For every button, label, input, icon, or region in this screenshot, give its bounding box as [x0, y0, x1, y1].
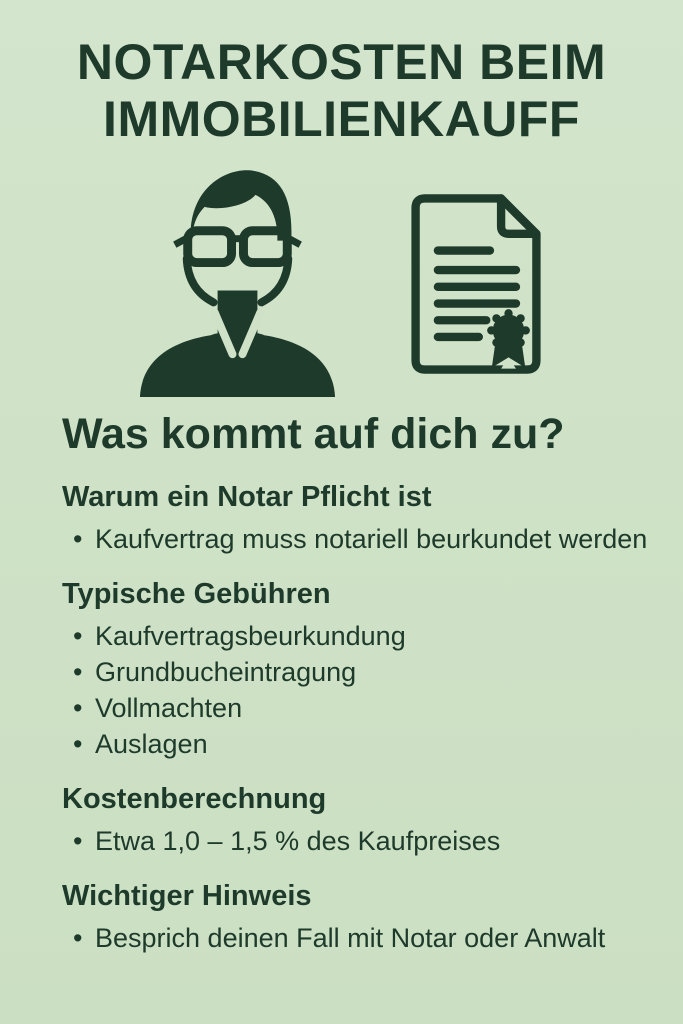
section-warum-notar — [62, 479, 655, 558]
bullet-list — [62, 522, 655, 558]
list-item: • Kaufvertrag muss notariell beurkundet werden — [62, 522, 655, 558]
bullet-list — [62, 824, 655, 860]
list-item: • Auslagen — [62, 727, 655, 763]
content-area — [0, 409, 683, 957]
list-item: • Grundbucheintragung — [62, 655, 655, 691]
intro-heading: Was kommt auf dich zu? — [62, 410, 565, 458]
page-title — [0, 0, 683, 147]
section-heading: Kostenberechnung — [62, 782, 327, 815]
contract-document-with-seal-icon — [397, 191, 555, 377]
section-heading: Typische Gebühren — [62, 577, 331, 610]
page-title-line-2: IMMOBILIENKAUFF — [103, 90, 580, 147]
bullet-list — [62, 619, 655, 763]
list-item: • Vollmachten — [62, 691, 655, 727]
list-item: • Etwa 1,0 – 1,5 % des Kaufpreises — [62, 824, 655, 860]
section-heading: Warum ein Notar Pflicht ist — [62, 480, 432, 513]
section-wichtiger-hinweis — [62, 878, 655, 957]
list-item: • Kaufvertragsbeurkundung — [62, 619, 655, 655]
list-item: • Besprich deinen Fall mit Notar oder Anwalt — [62, 921, 655, 957]
section-heading: Wichtiger Hinweis — [62, 879, 312, 912]
notary-person-icon — [128, 163, 347, 397]
header-icons-row — [0, 163, 683, 399]
page-title-line-1: NOTARKOSTEN BEIM — [76, 34, 607, 90]
section-kostenberechnung — [62, 781, 655, 860]
section-typische-gebuehren — [62, 576, 655, 763]
bullet-list — [62, 921, 655, 957]
